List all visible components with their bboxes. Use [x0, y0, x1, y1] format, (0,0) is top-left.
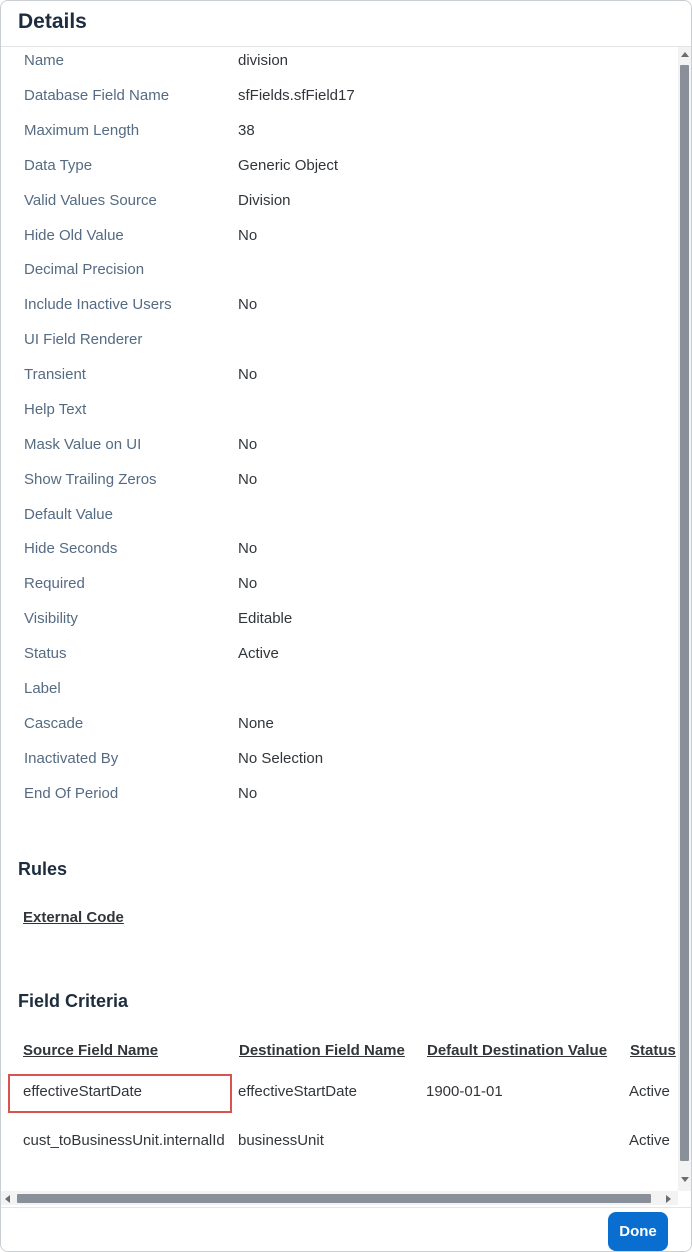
property-label: Default Value	[24, 506, 113, 523]
done-button[interactable]: Done	[608, 1212, 668, 1251]
property-row-end-of-period	[1, 780, 678, 815]
property-label: Decimal Precision	[24, 261, 145, 278]
property-row-ui-field-renderer	[1, 326, 678, 361]
property-label: Valid Values Source	[24, 192, 157, 209]
column-header-status[interactable]: Status	[630, 1042, 676, 1059]
property-row-name	[1, 47, 678, 82]
property-row-visibility	[1, 605, 678, 640]
horizontal-scrollbar[interactable]	[1, 1191, 678, 1205]
scroll-right-arrow-icon[interactable]	[666, 1195, 671, 1203]
property-row-maximum-length	[1, 117, 678, 152]
property-label: Hide Old Value	[24, 227, 124, 244]
vertical-scrollbar[interactable]	[678, 47, 691, 1191]
property-row-hide-old-value	[1, 222, 678, 257]
dialog-content	[1, 47, 678, 1191]
property-value: division	[238, 52, 289, 69]
rules-section-title: Rules	[18, 859, 68, 879]
property-value: No	[238, 436, 258, 453]
cell-default-destination-value: 1900-01-01	[426, 1083, 503, 1100]
property-value: Active	[238, 645, 279, 662]
property-value: No	[238, 366, 258, 383]
column-header-source-field-name[interactable]: Source Field Name	[23, 1042, 159, 1059]
property-value: 38	[238, 122, 255, 139]
property-label: UI Field Renderer	[24, 331, 143, 348]
property-row-cascade	[1, 710, 678, 745]
property-label: Visibility	[24, 610, 78, 627]
column-header-destination-field-name[interactable]: Destination Field Name	[239, 1042, 405, 1059]
scroll-up-arrow-icon[interactable]	[681, 52, 689, 57]
property-value: No	[238, 540, 258, 557]
property-row-data-type	[1, 152, 678, 187]
property-value: No	[238, 785, 258, 802]
property-row-decimal-precision	[1, 256, 678, 291]
scroll-down-arrow-icon[interactable]	[681, 1177, 689, 1182]
property-row-database-field-name	[1, 82, 678, 117]
property-row-hide-seconds	[1, 535, 678, 570]
dialog-title: Details	[18, 10, 87, 33]
cell-source-field-name: cust_toBusinessUnit.internalId	[23, 1132, 225, 1149]
property-row-include-inactive-users	[1, 291, 678, 326]
property-label: Database Field Name	[24, 87, 170, 104]
property-value: No	[238, 575, 258, 592]
highlight-box	[8, 1074, 232, 1113]
property-label: Name	[24, 52, 65, 69]
dialog-footer	[1, 1207, 691, 1252]
property-label: Label	[24, 680, 61, 697]
cell-status: Active	[629, 1132, 670, 1149]
property-row-mask-value-on-ui	[1, 431, 678, 466]
property-value: No	[238, 471, 258, 488]
cell-status: Active	[629, 1083, 670, 1100]
property-value: No	[238, 227, 258, 244]
property-value: Generic Object	[238, 157, 339, 174]
cell-destination-field-name: businessUnit	[238, 1132, 324, 1149]
property-value: Editable	[238, 610, 293, 627]
property-value: None	[238, 715, 274, 732]
property-label: End Of Period	[24, 785, 119, 802]
property-row-default-value	[1, 501, 678, 536]
rules-column-header-external-code[interactable]: External Code	[23, 909, 124, 926]
property-row-required	[1, 570, 678, 605]
property-label: Data Type	[24, 157, 93, 174]
cell-source-field-name: effectiveStartDate	[23, 1083, 142, 1100]
property-label: Maximum Length	[24, 122, 140, 139]
dialog-header	[1, 1, 691, 47]
property-row-status	[1, 640, 678, 675]
property-value: No	[238, 296, 258, 313]
property-row-label	[1, 675, 678, 710]
field-criteria-section-title: Field Criteria	[18, 991, 129, 1011]
property-label: Status	[24, 645, 67, 662]
property-label: Hide Seconds	[24, 540, 118, 557]
property-label: Include Inactive Users	[24, 296, 172, 313]
property-value: No Selection	[238, 750, 324, 767]
property-row-help-text	[1, 396, 678, 431]
property-row-inactivated-by	[1, 745, 678, 780]
horizontal-scrollbar-thumb[interactable]	[17, 1194, 651, 1203]
property-value: sfFields.sfField17	[238, 87, 355, 104]
property-label: Help Text	[24, 401, 87, 418]
property-label: Inactivated By	[24, 750, 119, 767]
scroll-left-arrow-icon[interactable]	[5, 1195, 10, 1203]
property-label: Show Trailing Zeros	[24, 471, 157, 488]
property-row-transient	[1, 361, 678, 396]
property-row-show-trailing-zeros	[1, 466, 678, 501]
property-label: Transient	[24, 366, 86, 383]
column-header-default-destination-value[interactable]: Default Destination Value	[427, 1042, 608, 1059]
vertical-scrollbar-thumb[interactable]	[680, 65, 689, 1161]
property-label: Cascade	[24, 715, 84, 732]
cell-destination-field-name: effectiveStartDate	[238, 1083, 357, 1100]
property-row-valid-values-source	[1, 187, 678, 222]
property-value: Division	[238, 192, 291, 209]
property-label: Required	[24, 575, 85, 592]
property-label: Mask Value on UI	[24, 436, 142, 453]
